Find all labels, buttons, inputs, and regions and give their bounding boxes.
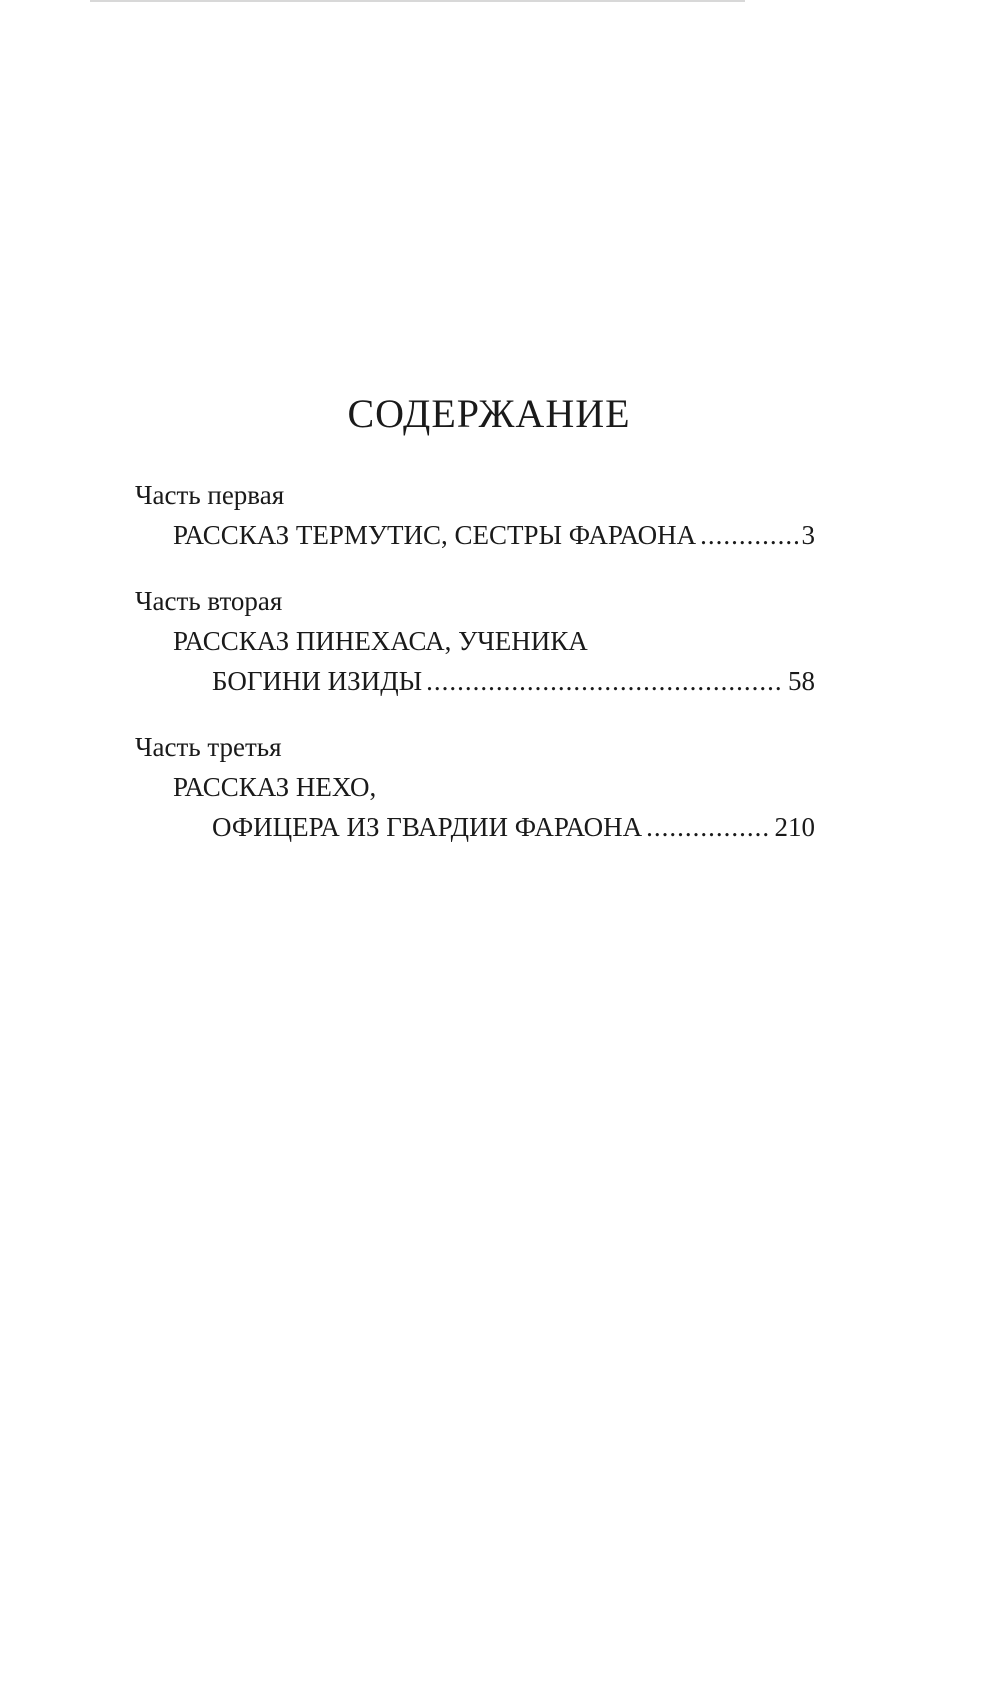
toc-entry[interactable] [135,767,815,807]
entry-title: ОФИЦЕРА ИЗ ГВАРДИИ ФАРАОНА [212,812,643,842]
entry-title: РАССКАЗ ТЕРМУТИС, СЕСТРЫ ФАРАОНА [173,520,697,550]
entry-title: РАССКАЗ НЕХО, [173,772,377,802]
page-number: 3 [801,520,815,550]
page-number: 210 [774,812,815,842]
entry-title: РАССКАЗ ПИНЕХАСА, УЧЕНИКА [173,626,588,656]
dot-leader [646,807,770,847]
toc-entry-continuation[interactable] [135,661,815,701]
toc-entry-continuation[interactable] [135,807,815,847]
part-label: Часть вторая [135,586,283,616]
part-label: Часть третья [135,732,282,762]
toc-entry[interactable] [135,515,815,555]
page-number: 58 [788,666,815,696]
top-edge-rule [90,0,745,2]
toc-part-3 [135,727,815,847]
toc-title: СОДЕРЖАНИЕ [347,391,631,436]
toc-part-2 [135,581,815,701]
entry-title: БОГИНИ ИЗИДЫ [212,666,423,696]
dot-leader [426,661,784,701]
dot-leader [700,515,797,555]
toc-part-1 [135,475,815,555]
toc-entry[interactable] [135,621,815,661]
part-label: Часть первая [135,480,285,510]
table-of-contents [135,390,815,873]
